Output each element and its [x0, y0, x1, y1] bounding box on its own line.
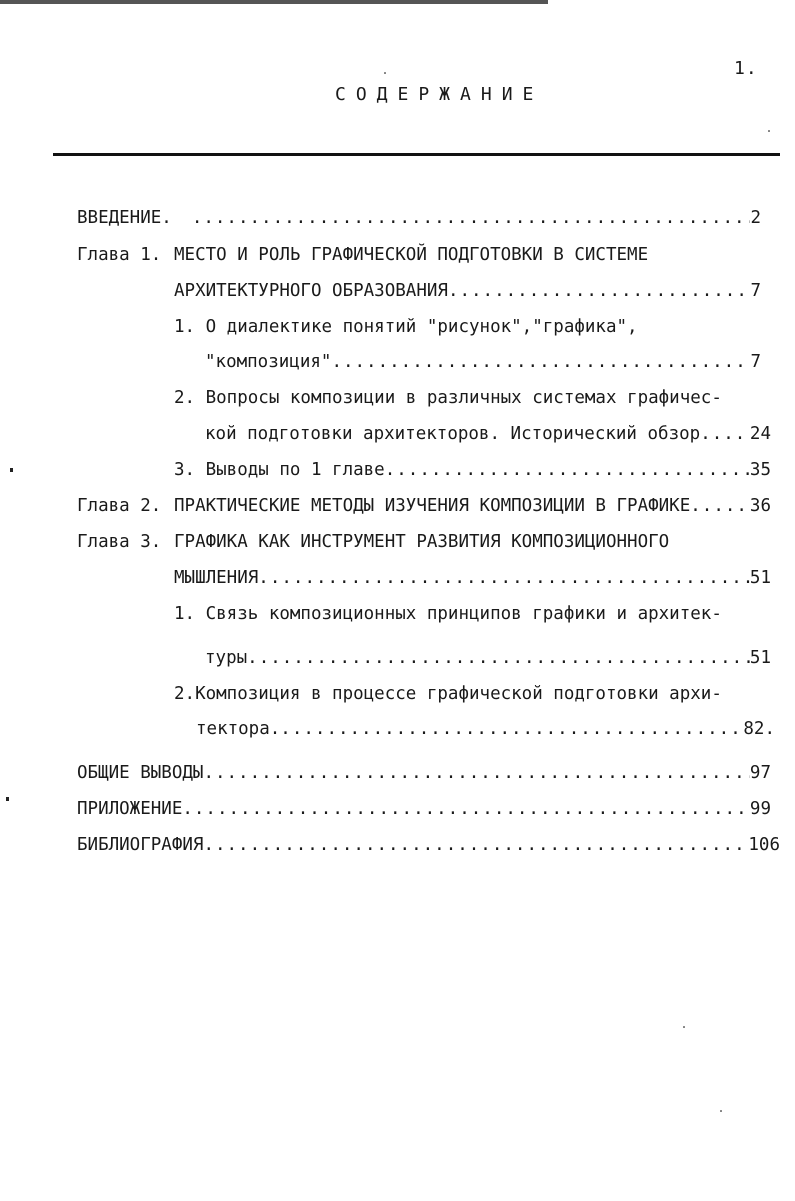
dot-leader	[700, 422, 750, 446]
scan-speck	[384, 72, 386, 74]
scan-mark	[6, 797, 9, 801]
toc-entry-label: ПРИЛОЖЕНИЕ	[77, 799, 183, 819]
dot-leader	[203, 833, 748, 857]
toc-page-number: 2	[750, 208, 761, 228]
scan-top-edge	[0, 0, 548, 4]
dot-leader	[448, 279, 751, 303]
toc-page-number: 36	[749, 496, 771, 516]
dot-leader	[247, 646, 750, 670]
toc-page-number: 24	[749, 424, 771, 444]
toc-entry-label: БИБЛИОГРАФИЯ	[77, 835, 204, 855]
toc-entry-chapter-1[interactable]	[174, 279, 761, 303]
page-title: СОДЕРЖАНИЕ	[335, 84, 544, 105]
toc-page-number: 7	[750, 352, 761, 372]
toc-entry-conclusions[interactable]	[77, 761, 771, 785]
section-3-2-line2: тектора.	[196, 719, 281, 739]
toc-entry-section-3-1[interactable]	[205, 646, 771, 670]
toc-entry-section-3-2[interactable]	[196, 717, 775, 741]
scan-speck	[683, 1026, 685, 1028]
toc-entry-intro[interactable]	[77, 206, 761, 230]
scan-speck	[768, 130, 770, 132]
dot-leader	[385, 458, 750, 482]
chapter-2-label: Глава 2.	[77, 496, 162, 516]
chapter-2-title: ПРАКТИЧЕСКИЕ МЕТОДЫ ИЗУЧЕНИЯ КОМПОЗИЦИИ В ГРАФИКЕ	[174, 496, 691, 516]
section-3-1-line1[interactable]: 1. Связь композиционных принципов графики и архитек-	[174, 604, 722, 624]
dot-leader	[331, 350, 750, 374]
toc-page-number: 106	[748, 835, 780, 855]
toc-entry-section-1-3[interactable]	[174, 458, 771, 482]
section-1-2-line2: кой подготовки архитекторов. Исторический обзор	[205, 424, 701, 444]
toc-entry-label: ВВЕДЕНИЕ.	[77, 208, 172, 228]
header-rule	[53, 153, 780, 156]
chapter-3-label: Глава 3.	[77, 532, 162, 552]
toc-page-number: 7	[750, 281, 761, 301]
chapter-1-title-line2: АРХИТЕКТУРНОГО ОБРАЗОВАНИЯ	[174, 281, 448, 301]
toc-page-number: 51	[749, 648, 771, 668]
toc-entry-appendix[interactable]	[77, 797, 771, 821]
toc-entry-chapter-3[interactable]	[174, 566, 771, 590]
dot-leader	[690, 494, 750, 518]
toc-entry-section-1-1[interactable]	[205, 350, 761, 374]
scan-mark	[10, 468, 13, 472]
toc-entry-bibliography[interactable]	[77, 833, 780, 857]
page-number: 1.	[734, 58, 758, 79]
dot-leader	[258, 566, 750, 590]
section-1-1-line1[interactable]: 1. О диалектике понятий "рисунок","графика",	[174, 317, 638, 337]
chapter-1-title-line1[interactable]: МЕСТО И РОЛЬ ГРАФИЧЕСКОЙ ПОДГОТОВКИ В СИСТЕМЕ	[174, 245, 649, 265]
toc-entry-chapter-2[interactable]	[174, 494, 771, 518]
toc-page-number: 99	[749, 799, 771, 819]
section-1-2-line1[interactable]: 2. Вопросы композиции в различных системах графичес-	[174, 388, 722, 408]
chapter-3-title-line1[interactable]: ГРАФИКА КАК ИНСТРУМЕНТ РАЗВИТИЯ КОМПОЗИЦИОННОГО	[174, 532, 670, 552]
toc-entry-section-1-2[interactable]	[205, 422, 771, 446]
section-1-1-line2: "композиция"	[205, 352, 332, 372]
section-1-3-label: 3. Выводы по 1 главе	[174, 460, 385, 480]
dot-leader	[203, 761, 749, 785]
section-3-2-line1[interactable]: 2.Композиция в процессе графической подготовки архи-	[174, 684, 722, 704]
scan-speck	[720, 1110, 722, 1112]
toc-entry-label: ОБЩИЕ ВЫВОДЫ	[77, 763, 204, 783]
toc-page-number: 35	[749, 460, 771, 480]
chapter-3-title-line2: МЫШЛЕНИЯ	[174, 568, 259, 588]
section-3-1-line2: туры	[205, 648, 248, 668]
dot-leader	[280, 717, 743, 741]
dot-leader	[182, 797, 750, 821]
toc-page-number: 51	[749, 568, 771, 588]
chapter-1-label: Глава 1.	[77, 245, 162, 265]
dot-leader	[192, 206, 751, 230]
toc-page-number: 82.	[743, 719, 775, 739]
toc-page-number: 97	[749, 763, 771, 783]
